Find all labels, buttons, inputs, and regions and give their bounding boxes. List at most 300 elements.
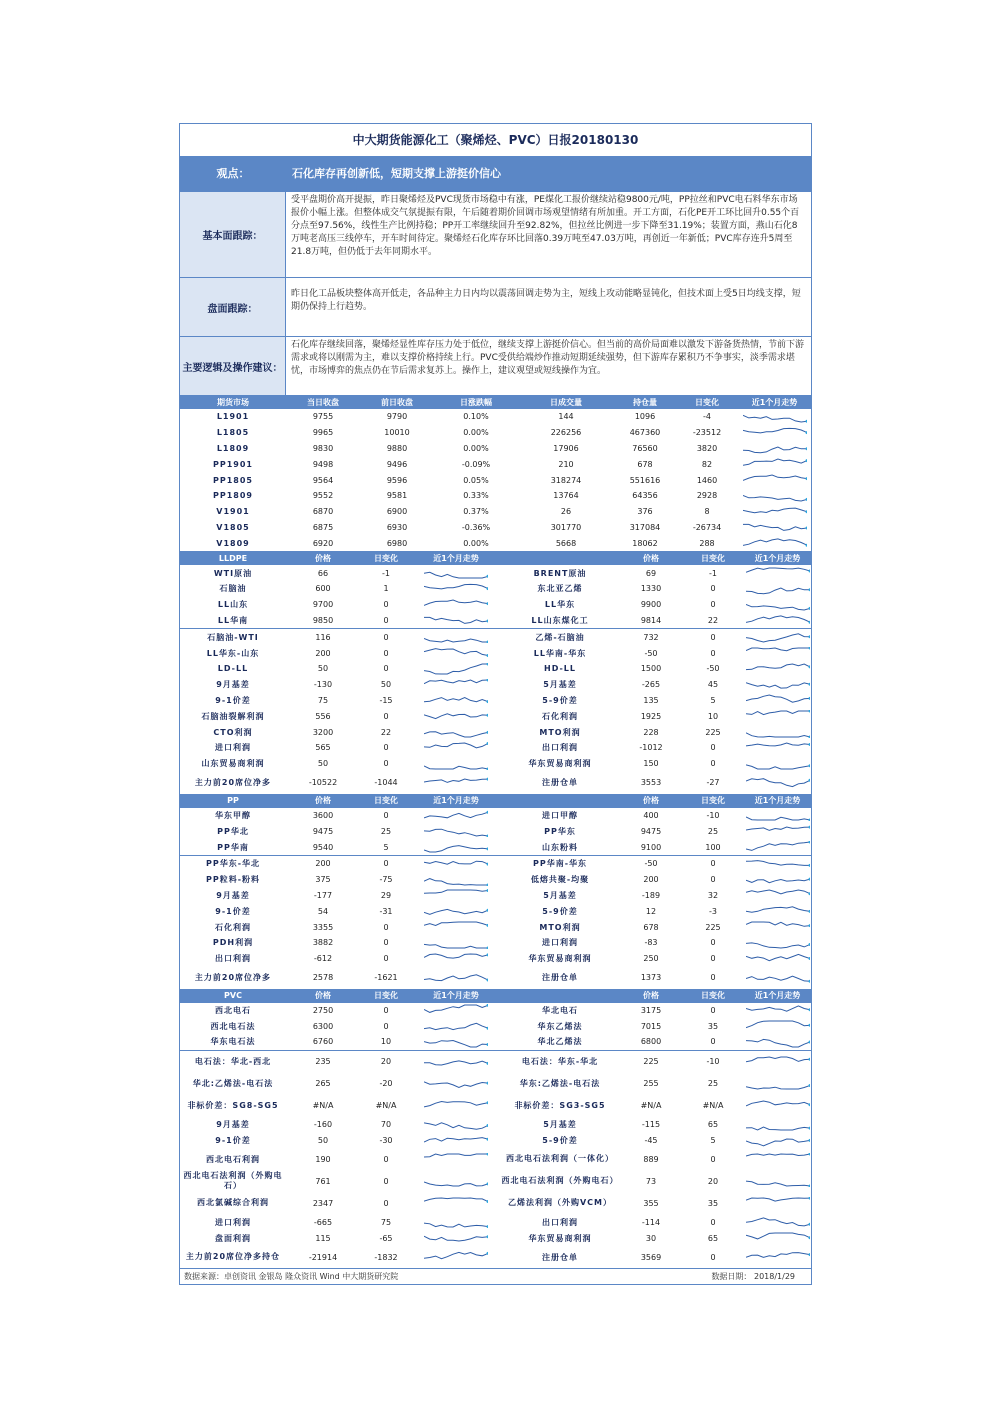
item-name: 西北氯碱综合利润 (197, 1198, 269, 1208)
price-cell: 73 (645, 1176, 657, 1186)
price-cell: 200 (286, 855, 360, 871)
footer (180, 1268, 811, 1284)
item-name: PP粒料-粉料 (205, 875, 261, 885)
table-row (180, 1214, 811, 1230)
price-cell: 30 (645, 1233, 657, 1243)
price-cell: 9700 (312, 600, 334, 610)
trend-cell (744, 903, 811, 919)
item-name: 石脑油裂解利润 (201, 711, 265, 721)
table-cell: 6980 (386, 538, 408, 548)
fundamental-label: 基本面跟踪： (180, 192, 286, 277)
item-name: 主力前20席位净多持仓 (185, 1252, 281, 1262)
table-cell: 6875 (312, 522, 334, 532)
item-name: 华北电石 (542, 1005, 578, 1015)
table-cell: 9564 (312, 475, 334, 485)
column-header: 日变化 (360, 989, 412, 1003)
contract-name: V1901 (216, 507, 250, 517)
table-row (180, 839, 811, 855)
item-name: 出口利润 (542, 743, 578, 753)
change-cell: 0 (710, 1037, 716, 1047)
price-cell: 9540 (312, 842, 334, 852)
trend-cell (738, 520, 811, 536)
trend-sparkline (746, 1056, 810, 1068)
change-cell: 1 (383, 584, 389, 594)
change-cell: 0 (383, 664, 389, 674)
item-name: 非标价差：SG3-SG5 (514, 1100, 606, 1110)
trend-cell (744, 613, 811, 629)
item-name: 西北电石法利润（外购电石） (501, 1176, 619, 1186)
trend-cell (744, 1095, 811, 1117)
contract-name: V1805 (216, 522, 250, 532)
table-row (180, 535, 811, 551)
table-cell: 6920 (312, 538, 334, 548)
trend-sparkline (424, 1251, 488, 1263)
trend-sparkline (424, 631, 488, 643)
trend-cell (738, 409, 811, 425)
column-header: 近1个月走势 (412, 551, 500, 565)
table-row (180, 919, 811, 935)
table-row (180, 1050, 811, 1073)
column-header: 价格 (620, 551, 682, 565)
trend-cell (412, 693, 500, 709)
price-cell: 375 (315, 875, 331, 885)
trend-sparkline (746, 599, 810, 611)
price-cell: -665 (313, 1217, 333, 1227)
table-row (180, 1192, 811, 1214)
item-name: BRENT原油 (533, 568, 587, 578)
trend-sparkline (424, 647, 488, 659)
price-cell: 6760 (312, 1037, 334, 1047)
trend-sparkline (424, 599, 488, 611)
change-cell: 0 (383, 1021, 389, 1031)
item-name: 西北电石法 (210, 1021, 256, 1031)
price-cell: -115 (641, 1120, 661, 1130)
table-cell: 13764 (553, 491, 579, 501)
change-cell: 20 (707, 1176, 719, 1186)
futures-table (180, 395, 811, 551)
trend-sparkline (746, 1197, 810, 1209)
trend-cell (744, 1192, 811, 1214)
column-header: 价格 (286, 989, 360, 1003)
table-cell: 76560 (632, 443, 658, 453)
trend-cell (744, 1018, 811, 1034)
change-cell: 0 (383, 600, 389, 610)
table-cell: -4 (703, 412, 711, 422)
trend-sparkline (746, 1153, 810, 1165)
data-source: 数据来源：卓创资讯 金银岛 隆众资讯 Wind 中大期货研究院 (184, 1272, 399, 1282)
header-row (180, 989, 811, 1003)
item-name: 华东甲醇 (215, 810, 251, 820)
trend-sparkline (743, 411, 807, 423)
price-cell: 116 (286, 629, 360, 645)
item-name: 9-1价差 (215, 906, 251, 916)
header-row (180, 551, 811, 565)
trend-sparkline (746, 858, 810, 870)
trend-cell (412, 872, 500, 888)
trend-sparkline (424, 874, 488, 886)
table-row (180, 935, 811, 951)
table-row (180, 872, 811, 888)
change-cell: -50 (706, 664, 720, 674)
column-header: 近1个月走势 (744, 794, 811, 808)
item-name: 西北电石 (215, 1005, 251, 1015)
price-cell: 1330 (640, 584, 662, 594)
trend-sparkline (424, 825, 488, 837)
trend-cell (412, 1003, 500, 1019)
item-name: 出口利润 (215, 954, 251, 964)
logic-label: 主要逻辑及操作建议： (180, 337, 286, 395)
table-cell: 1096 (634, 412, 656, 422)
item-name: 华东:乙烯法-电石法 (519, 1078, 601, 1088)
item-name: 西北电石法利润（一体化） (506, 1154, 614, 1164)
table-cell: 0.33% (463, 491, 489, 501)
trend-cell (744, 645, 811, 661)
table-cell: 3820 (696, 443, 718, 453)
change-cell: 225 (705, 922, 721, 932)
item-name: PP华北 (217, 826, 249, 836)
trend-cell (744, 919, 811, 935)
table-row (180, 1073, 811, 1095)
trend-sparkline (746, 825, 810, 837)
table-cell: -0.09% (461, 459, 491, 469)
change-cell: 0 (710, 584, 716, 594)
change-cell: -30 (379, 1136, 393, 1146)
trend-sparkline (746, 1232, 810, 1244)
table-row (180, 565, 811, 581)
logic-text: 石化库存继续回落，聚烯烃显性库存压力处于低位，继续支撑上游挺价信心。但当前的高价局面难以激发下游备货热情，节前下游需求或将以刚需为主，难以支撑价格持续上行。PVC受供给端炒作推动短期延续强势，但下游库存累积乃不争事实，淡季需求堪忧，市场博弈的焦点仍在节后需求复苏上。操作上，建议观望或短线操作为宜。 (291, 340, 805, 376)
price-cell: 9814 (640, 615, 662, 625)
item-name: 5月基差 (543, 890, 577, 900)
table-cell: 6900 (386, 507, 408, 517)
item-name: PDH利润 (212, 938, 254, 948)
column-header: 日变化 (682, 794, 744, 808)
trend-sparkline (424, 1135, 488, 1147)
price-cell: -189 (641, 890, 661, 900)
item-name: MTO利润 (539, 727, 581, 737)
item-name: 9-1价差 (215, 695, 251, 705)
price-cell: 1500 (640, 664, 662, 674)
trend-cell (412, 1246, 500, 1268)
price-cell: -265 (641, 680, 661, 690)
price-cell: 889 (643, 1154, 659, 1164)
change-cell: 25 (707, 826, 719, 836)
item-name: LL华东 (544, 600, 576, 610)
item-name: 华东乙烯法 (537, 1021, 583, 1031)
trend-cell (412, 839, 500, 855)
table-row (180, 581, 811, 597)
price-cell: 1925 (640, 711, 662, 721)
price-cell: 678 (643, 922, 659, 932)
trend-sparkline (424, 694, 488, 706)
price-cell: -45 (644, 1136, 658, 1146)
trend-sparkline (746, 663, 810, 675)
table-row (180, 740, 811, 756)
trend-sparkline (746, 1100, 810, 1112)
report-sheet (179, 123, 812, 1285)
trend-cell (412, 808, 500, 824)
trend-sparkline (746, 1004, 810, 1016)
table-cell: 17906 (553, 443, 579, 453)
trend-sparkline (746, 1135, 810, 1147)
table-cell: 678 (637, 459, 653, 469)
trend-sparkline (746, 841, 810, 853)
change-cell: 0 (383, 1154, 389, 1164)
trend-cell (744, 1073, 811, 1095)
change-cell: 0 (710, 938, 716, 948)
change-cell: 0 (383, 922, 389, 932)
table-row (180, 967, 811, 989)
trend-cell (744, 1133, 811, 1149)
trend-cell (744, 888, 811, 904)
item-name: 低熔共聚-均聚 (530, 875, 590, 885)
column-header: 近1个月走势 (738, 395, 811, 409)
item-name: 华北乙烯法 (537, 1037, 583, 1047)
column-header (500, 551, 620, 565)
change-cell: 50 (380, 680, 392, 690)
trend-sparkline (743, 442, 807, 454)
change-cell: 10 (380, 1037, 392, 1047)
trend-cell (744, 724, 811, 740)
change-cell: 0 (710, 1154, 716, 1164)
change-cell: 32 (707, 890, 719, 900)
change-cell: -1 (709, 568, 717, 578)
contract-name: PP1805 (213, 475, 253, 485)
trend-sparkline (424, 567, 488, 579)
trend-cell (412, 1073, 500, 1095)
trend-sparkline (746, 1020, 810, 1032)
table-row (180, 1148, 811, 1170)
trend-cell (412, 1034, 500, 1050)
trend-sparkline (746, 631, 810, 643)
price-cell: -177 (313, 890, 333, 900)
trend-cell (412, 823, 500, 839)
change-cell: 100 (705, 842, 721, 852)
change-cell: 35 (707, 1021, 719, 1031)
trend-cell (744, 935, 811, 951)
trend-sparkline (424, 972, 488, 984)
header-row (180, 395, 811, 409)
trend-cell (744, 629, 811, 645)
trend-sparkline (746, 583, 810, 595)
price-cell: -1012 (639, 743, 663, 753)
change-cell: -10 (682, 1050, 744, 1073)
table-cell: 376 (637, 507, 653, 517)
change-cell: 0 (682, 855, 744, 871)
trend-cell (412, 967, 500, 989)
table-row (180, 1034, 811, 1050)
table-cell: 9790 (386, 412, 408, 422)
trend-sparkline (424, 742, 488, 754)
table-cell: 9755 (312, 412, 334, 422)
column-header: 价格 (286, 551, 360, 565)
logic-section (180, 336, 811, 395)
change-cell: 0 (383, 1176, 389, 1186)
change-cell: 0 (710, 648, 716, 658)
table-cell: 26 (560, 507, 572, 517)
table-cell: 317084 (629, 522, 661, 532)
trend-cell (738, 472, 811, 488)
change-cell: 0 (710, 973, 716, 982)
lldpe-table (180, 551, 811, 793)
trend-cell (744, 581, 811, 597)
trend-sparkline (424, 905, 488, 917)
item-name: 华东贸易商利润 (528, 1233, 592, 1243)
change-cell: 0 (383, 1198, 389, 1208)
trend-sparkline (424, 663, 488, 675)
change-cell: 0 (710, 954, 716, 964)
trend-sparkline (424, 1175, 488, 1187)
change-cell: 0 (360, 855, 412, 871)
trend-sparkline (424, 1216, 488, 1228)
trend-cell (412, 1192, 500, 1214)
price-cell: 761 (315, 1176, 331, 1186)
change-cell: 225 (705, 727, 721, 737)
table-cell: 18062 (632, 538, 658, 548)
item-name: 山东贸易商利润 (201, 759, 265, 769)
trend-cell (744, 1050, 811, 1073)
table-cell: 9552 (312, 491, 334, 501)
trend-sparkline (424, 1197, 488, 1209)
item-name: PP华南-华东 (500, 855, 620, 871)
change-cell: 0 (710, 1217, 716, 1227)
trend-sparkline (424, 841, 488, 853)
price-cell: -50 (644, 648, 658, 658)
change-cell: 0 (383, 954, 389, 964)
trend-sparkline (746, 1251, 810, 1263)
trend-cell (412, 677, 500, 693)
item-name: 山东粉料 (542, 842, 578, 852)
trend-sparkline (746, 567, 810, 579)
table-row (180, 456, 811, 472)
table-cell: 9830 (312, 443, 334, 453)
table-cell: 226256 (550, 428, 582, 438)
price-cell: 565 (315, 743, 331, 753)
change-cell: -1044 (374, 778, 398, 788)
change-cell: -27 (706, 778, 720, 788)
price-cell: 556 (315, 711, 331, 721)
change-cell: 29 (380, 890, 392, 900)
trend-sparkline (743, 490, 807, 502)
item-name: LL山东煤化工 (531, 615, 589, 625)
change-cell: 0 (383, 711, 389, 721)
table-row (180, 409, 811, 425)
change-cell: -1621 (374, 973, 398, 982)
item-name: 西北电石法利润（外购电石） (183, 1171, 283, 1191)
change-cell: 22 (707, 615, 719, 625)
table-cell: 551616 (629, 475, 661, 485)
item-name: 东北亚乙烯 (537, 584, 583, 594)
trend-cell (412, 1230, 500, 1246)
item-name: 出口利润 (542, 1217, 578, 1227)
item-name: 9月基差 (216, 1120, 250, 1130)
table-row (180, 1117, 811, 1133)
price-cell: -21914 (308, 1252, 338, 1262)
table-cell: 9498 (312, 459, 334, 469)
pp-table (180, 794, 811, 989)
change-cell: 0 (383, 810, 389, 820)
table-cell: 0.00% (463, 443, 489, 453)
item-name: 乙烯法利润（外购VCM） (507, 1198, 613, 1208)
table-cell: 9880 (386, 443, 408, 453)
trend-cell (744, 1246, 811, 1268)
table-cell: 6870 (312, 507, 334, 517)
contract-name: V1809 (216, 538, 250, 548)
table-row (180, 693, 811, 709)
item-name: 西北电石利润 (206, 1154, 260, 1164)
table-row (180, 645, 811, 661)
trend-sparkline (424, 1036, 488, 1048)
price-cell: -612 (313, 954, 333, 964)
table-cell: 64356 (632, 491, 658, 501)
change-cell: 0 (383, 615, 389, 625)
trend-sparkline (743, 506, 807, 518)
fundamental-section (180, 191, 811, 277)
trend-sparkline (746, 726, 810, 738)
price-cell: 3553 (640, 778, 662, 788)
price-cell: 9850 (312, 615, 334, 625)
table-row (180, 951, 811, 967)
trend-cell (744, 839, 811, 855)
market-section (180, 277, 811, 336)
trend-cell (412, 724, 500, 740)
price-cell: 3882 (312, 938, 334, 948)
price-cell: 200 (643, 875, 659, 885)
change-cell: 20 (360, 1050, 412, 1073)
trend-cell (744, 661, 811, 677)
change-cell: -1 (382, 568, 390, 578)
price-cell: 9900 (640, 600, 662, 610)
table-row (180, 772, 811, 794)
trend-cell (412, 1148, 500, 1170)
trend-sparkline (424, 1119, 488, 1131)
price-cell: -130 (313, 680, 333, 690)
price-cell: 3200 (312, 727, 334, 737)
column-header: 持仓量 (614, 395, 676, 409)
pvc-table (180, 989, 811, 1269)
item-name: LL华东-山东 (206, 648, 260, 658)
table-cell: 0.00% (463, 538, 489, 548)
trend-sparkline (424, 1153, 488, 1165)
item-name: PP华东 (544, 826, 576, 836)
trend-cell (738, 456, 811, 472)
trend-sparkline (424, 809, 488, 821)
column-header: 期货市场 (180, 395, 286, 409)
price-cell: 9475 (640, 826, 662, 836)
table-cell: 0.10% (463, 412, 489, 422)
table-cell: 301770 (550, 522, 582, 532)
trend-cell (738, 425, 811, 441)
trend-sparkline (746, 972, 810, 984)
trend-cell (412, 597, 500, 613)
table-row (180, 808, 811, 824)
price-cell: 355 (643, 1198, 659, 1208)
trend-sparkline (746, 889, 810, 901)
change-cell: 0 (710, 875, 716, 885)
column-header: 近1个月走势 (744, 551, 811, 565)
table-cell: -0.36% (461, 522, 491, 532)
trend-cell (744, 565, 811, 581)
item-name: MTO利润 (539, 922, 581, 932)
price-cell: 265 (315, 1079, 331, 1089)
table-cell: 10010 (384, 428, 410, 438)
table-row (180, 1133, 811, 1149)
trend-cell (412, 1117, 500, 1133)
trend-sparkline (746, 694, 810, 706)
price-cell: #N/A (640, 1101, 662, 1111)
trend-cell (412, 903, 500, 919)
item-name: 注册仓单 (542, 1252, 578, 1262)
viewpoint-label: 观点： (216, 167, 250, 180)
